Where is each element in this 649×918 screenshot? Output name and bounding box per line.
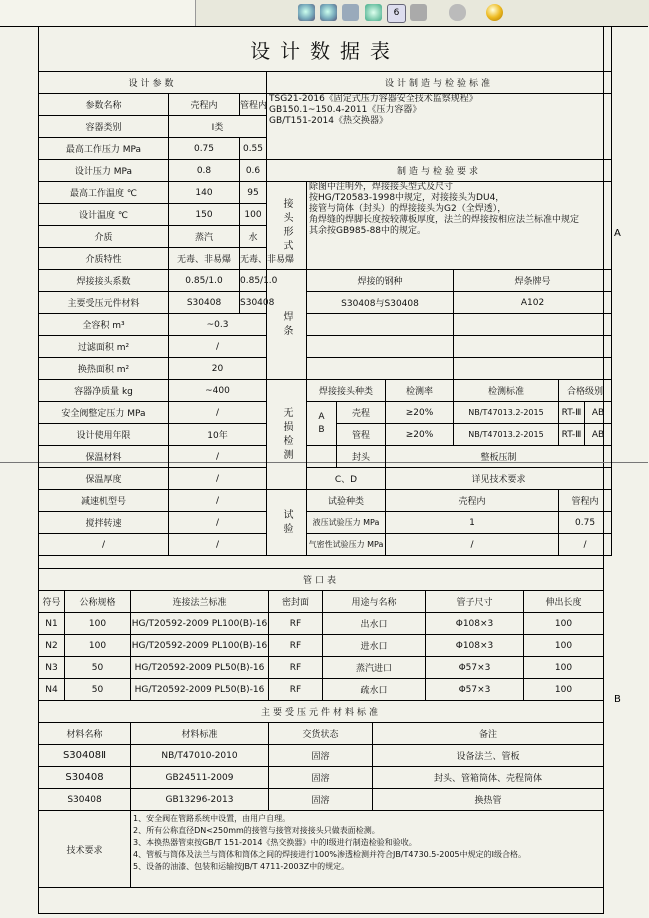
param-name: 换热面积 m² bbox=[39, 358, 169, 380]
param-tube: 100 bbox=[240, 204, 267, 226]
nozzle-face: RF bbox=[269, 679, 323, 701]
param-value: / bbox=[169, 534, 267, 556]
ndt-std: NB/T47013.2-2015 bbox=[454, 402, 559, 424]
nozzle-table bbox=[38, 568, 604, 701]
nozzle-size: Φ108×3 bbox=[426, 635, 524, 657]
material-state: 固溶 bbox=[269, 767, 373, 789]
param-tube: S30408 bbox=[240, 292, 267, 314]
standard-line: GB150.1~150.4-2011《压力容器》 bbox=[269, 105, 422, 115]
param-name: 保温厚度 bbox=[39, 468, 169, 490]
test-shell: 1 bbox=[386, 512, 559, 534]
ndt-grade: RT-Ⅲ bbox=[559, 424, 585, 446]
ndt-std: NB/T47013.2-2015 bbox=[454, 424, 559, 446]
table-row bbox=[39, 767, 604, 789]
table-row bbox=[39, 745, 604, 767]
param-name: 保温材料 bbox=[39, 446, 169, 468]
nozzle-col: 连接法兰标准 bbox=[131, 591, 269, 613]
param-shell: 140 bbox=[169, 182, 240, 204]
nozzle-symbol: N2 bbox=[39, 635, 65, 657]
material-header: 主要受压元件材料标准 bbox=[39, 701, 604, 723]
page-title: 设计数据表 bbox=[39, 27, 612, 72]
nozzle-col: 用途与名称 bbox=[323, 591, 426, 613]
joint-line: 按HG/T20583-1998中规定，对接接头为DU4， bbox=[309, 193, 505, 203]
table-row bbox=[39, 613, 604, 635]
material-col: 材料标准 bbox=[131, 723, 269, 745]
param-name: 安全阀整定压力 MPa bbox=[39, 402, 169, 424]
head-value: 整板压制 bbox=[386, 446, 612, 468]
nozzle-dn: 50 bbox=[65, 679, 131, 701]
nozzle-size: Φ108×3 bbox=[426, 613, 524, 635]
param-tube: 水 bbox=[240, 226, 267, 248]
table-row bbox=[39, 789, 604, 811]
material-std: GB24511-2009 bbox=[131, 767, 269, 789]
param-value: ~400 bbox=[169, 380, 267, 402]
col-tube: 管程内 bbox=[240, 94, 267, 116]
nozzle-size: Φ57×3 bbox=[426, 679, 524, 701]
param-value: / bbox=[169, 512, 267, 534]
param-name: 设计使用年限 bbox=[39, 424, 169, 446]
requirements-header: 制造与检验要求 bbox=[267, 160, 612, 182]
param-name: 最高工作温度 ℃ bbox=[39, 182, 169, 204]
ndt-part: 壳程 bbox=[337, 402, 386, 424]
zoom-in-icon[interactable] bbox=[298, 4, 315, 21]
nozzle-face: RF bbox=[269, 657, 323, 679]
weld-col-grade: 焊条牌号 bbox=[454, 270, 612, 292]
joint-line: 其余按GB985-88中的规定。 bbox=[309, 226, 427, 236]
material-name: S30408Ⅱ bbox=[39, 745, 131, 767]
param-name: / bbox=[39, 534, 169, 556]
param-value: Ⅰ类 bbox=[169, 116, 267, 138]
table-row bbox=[39, 679, 604, 701]
material-col: 材料名称 bbox=[39, 723, 131, 745]
param-name: 焊接接头系数 bbox=[39, 270, 169, 292]
nozzle-use: 出水口 bbox=[323, 613, 426, 635]
nozzle-use: 蒸汽进口 bbox=[323, 657, 426, 679]
param-name: 设计温度 ℃ bbox=[39, 204, 169, 226]
params-header: 设计参数 bbox=[39, 72, 267, 94]
param-value: / bbox=[169, 446, 267, 468]
param-tube: 0.6 bbox=[240, 160, 267, 182]
material-note: 封头、管箱筒体、壳程筒体 bbox=[373, 767, 604, 789]
test-label: 试验 bbox=[267, 490, 307, 556]
head-label: 封头 bbox=[337, 446, 386, 468]
tech-line: 2、所有公称直径DN<250mm的接管与接管对接接头只做表面检测。 bbox=[133, 826, 380, 835]
material-col: 交货状态 bbox=[269, 723, 373, 745]
param-value: / bbox=[169, 490, 267, 512]
weld-col-steel: 焊接的钢种 bbox=[307, 270, 454, 292]
param-value: 10年 bbox=[169, 424, 267, 446]
param-shell: 无毒、非易爆 bbox=[169, 248, 240, 270]
param-tube: 0.85/1.0 bbox=[240, 270, 267, 292]
nozzle-symbol: N1 bbox=[39, 613, 65, 635]
ndt-rate: ≥20% bbox=[386, 402, 454, 424]
param-name: 容器类别 bbox=[39, 116, 169, 138]
ndt-ab: A B bbox=[307, 402, 337, 446]
col-shell: 壳程内 bbox=[169, 94, 240, 116]
param-name: 最高工作压力 MPa bbox=[39, 138, 169, 160]
viewer-toolbar bbox=[195, 0, 649, 26]
material-std: GB13296-2013 bbox=[131, 789, 269, 811]
test-tube: / bbox=[559, 534, 612, 556]
test-kind: 气密性试验压力 MPa bbox=[307, 534, 386, 556]
tech-line: 5、设备的油漆、包装和运输按JB/T 4711-2003Z中的规定。 bbox=[133, 862, 350, 871]
joint-line: 接管与筒体（封头）的焊接接头为G2（全焊透）， bbox=[309, 204, 507, 214]
ndt-col-rate: 检测率 bbox=[386, 380, 454, 402]
param-name: 设计压力 MPa bbox=[39, 160, 169, 182]
cd-label: C、D bbox=[307, 468, 386, 490]
ndt-col-grade: 合格级别 bbox=[559, 380, 612, 402]
param-value: ~0.3 bbox=[169, 314, 267, 336]
test-shell: / bbox=[386, 534, 559, 556]
material-name: S30408 bbox=[39, 789, 131, 811]
test-tube: 0.75 bbox=[559, 512, 612, 534]
nozzle-header: 管口表 bbox=[39, 569, 604, 591]
pan-icon[interactable] bbox=[342, 4, 359, 21]
tech-label: 技术要求 bbox=[39, 811, 131, 888]
nozzle-face: RF bbox=[269, 613, 323, 635]
table-row bbox=[39, 657, 604, 679]
param-tube: 0.55 bbox=[240, 138, 267, 160]
test-col-tube: 管程内 bbox=[559, 490, 612, 512]
standard-line: TSG21-2016《固定式压力容器安全技术监察规程》 bbox=[269, 94, 478, 104]
page-icon[interactable]: 6 bbox=[387, 4, 406, 23]
nozzle-length: 100 bbox=[524, 657, 604, 679]
material-note: 换热管 bbox=[373, 789, 604, 811]
param-value: 20 bbox=[169, 358, 267, 380]
tech-line: 4、管板与筒体及法兰与筒体和筒体之间的焊接进行100%渗透检测并符合JB/T4730.5-2005中规定的Ⅰ级合格。 bbox=[133, 850, 526, 859]
ndt-rate: ≥20% bbox=[386, 424, 454, 446]
nozzle-col: 伸出长度 bbox=[524, 591, 604, 613]
param-shell: 150 bbox=[169, 204, 240, 226]
joint-type-text bbox=[307, 182, 612, 270]
refresh-icon[interactable] bbox=[365, 4, 382, 21]
material-std: NB/T47010-2010 bbox=[131, 745, 269, 767]
param-shell: S30408 bbox=[169, 292, 240, 314]
nozzle-symbol: N4 bbox=[39, 679, 65, 701]
param-shell: 0.75 bbox=[169, 138, 240, 160]
material-col: 备注 bbox=[373, 723, 604, 745]
test-col-shell: 壳程内 bbox=[386, 490, 559, 512]
table-row bbox=[39, 635, 604, 657]
param-name: 主要受压元件材料 bbox=[39, 292, 169, 314]
view-icon[interactable] bbox=[449, 4, 466, 21]
print-icon[interactable] bbox=[410, 4, 427, 21]
weld-steel: S30408与S30408 bbox=[307, 292, 454, 314]
col-param-name: 参数名称 bbox=[39, 94, 169, 116]
joint-line: 除图中注明外，焊接接头型式及尺寸 bbox=[309, 182, 454, 192]
nozzle-col: 密封面 bbox=[269, 591, 323, 613]
nozzle-face: RF bbox=[269, 635, 323, 657]
zoom-fit-icon[interactable] bbox=[320, 4, 337, 21]
cd-value: 详见技术要求 bbox=[386, 468, 612, 490]
nozzle-length: 100 bbox=[524, 613, 604, 635]
zone-label-a: A bbox=[614, 228, 621, 239]
ndt-part: 管程 bbox=[337, 424, 386, 446]
nozzle-symbol: N3 bbox=[39, 657, 65, 679]
standards-list bbox=[267, 94, 612, 160]
param-name: 搅拌转速 bbox=[39, 512, 169, 534]
param-shell: 0.8 bbox=[169, 160, 240, 182]
nozzle-dn: 50 bbox=[65, 657, 131, 679]
param-name: 减速机型号 bbox=[39, 490, 169, 512]
param-name: 介质 bbox=[39, 226, 169, 248]
standards-header: 设计制造与检验标准 bbox=[267, 72, 612, 94]
help-icon[interactable] bbox=[486, 4, 503, 21]
standard-line: GB/T151-2014《热交换器》 bbox=[269, 116, 389, 126]
param-name: 全容积 m³ bbox=[39, 314, 169, 336]
param-value: / bbox=[169, 336, 267, 358]
material-table bbox=[38, 700, 604, 888]
material-name: S30408 bbox=[39, 767, 131, 789]
nozzle-length: 100 bbox=[524, 679, 604, 701]
ndt-label: 无损检测 bbox=[267, 380, 307, 490]
material-note: 设备法兰、管板 bbox=[373, 745, 604, 767]
ndt-extra: AB bbox=[585, 424, 612, 446]
tech-requirements bbox=[131, 811, 604, 888]
nozzle-std: HG/T20592-2009 PL50(B)-16 bbox=[131, 679, 269, 701]
weld-grade: A102 bbox=[454, 292, 612, 314]
test-col-kind: 试验种类 bbox=[307, 490, 386, 512]
param-name: 过滤面积 m² bbox=[39, 336, 169, 358]
nozzle-std: HG/T20592-2009 PL100(B)-16 bbox=[131, 613, 269, 635]
nozzle-col: 符号 bbox=[39, 591, 65, 613]
param-value: / bbox=[169, 468, 267, 490]
nozzle-length: 100 bbox=[524, 635, 604, 657]
param-tube: 95 bbox=[240, 182, 267, 204]
design-data-table bbox=[38, 26, 612, 556]
welding-label: 焊条 bbox=[267, 270, 307, 380]
param-tube: 无毒、非易爆 bbox=[240, 248, 267, 270]
param-shell: 蒸汽 bbox=[169, 226, 240, 248]
param-value: / bbox=[169, 402, 267, 424]
param-shell: 0.85/1.0 bbox=[169, 270, 240, 292]
frame-bottom bbox=[38, 913, 604, 914]
joint-line: 角焊缝的焊脚长度按较薄板厚度，法兰的焊接按相应法兰标准中规定 bbox=[309, 215, 580, 225]
ndt-extra: AB bbox=[585, 402, 612, 424]
material-state: 固溶 bbox=[269, 789, 373, 811]
nozzle-col: 管子尺寸 bbox=[426, 591, 524, 613]
tech-line: 1、安全阀在管路系统中设置，由用户自理。 bbox=[133, 814, 291, 823]
ndt-grade: RT-Ⅲ bbox=[559, 402, 585, 424]
nozzle-dn: 100 bbox=[65, 635, 131, 657]
ndt-col-std: 检测标准 bbox=[454, 380, 559, 402]
nozzle-use: 进水口 bbox=[323, 635, 426, 657]
nozzle-use: 疏水口 bbox=[323, 679, 426, 701]
param-name: 介质特性 bbox=[39, 248, 169, 270]
nozzle-size: Φ57×3 bbox=[426, 657, 524, 679]
test-kind: 液压试验压力 MPa bbox=[307, 512, 386, 534]
material-state: 固溶 bbox=[269, 745, 373, 767]
param-name: 容器净质量 kg bbox=[39, 380, 169, 402]
nozzle-std: HG/T20592-2009 PL50(B)-16 bbox=[131, 657, 269, 679]
joint-type-label: 接头形式 bbox=[267, 182, 307, 270]
ndt-col-kind: 焊接接头种类 bbox=[307, 380, 386, 402]
nozzle-dn: 100 bbox=[65, 613, 131, 635]
nozzle-std: HG/T20592-2009 PL100(B)-16 bbox=[131, 635, 269, 657]
nozzle-col: 公称规格 bbox=[65, 591, 131, 613]
zone-label-b: B bbox=[614, 694, 621, 705]
tech-line: 3、本换热器管束按GB/T 151-2014《热交换器》中的Ⅰ级进行制造检验和验收。 bbox=[133, 838, 417, 847]
